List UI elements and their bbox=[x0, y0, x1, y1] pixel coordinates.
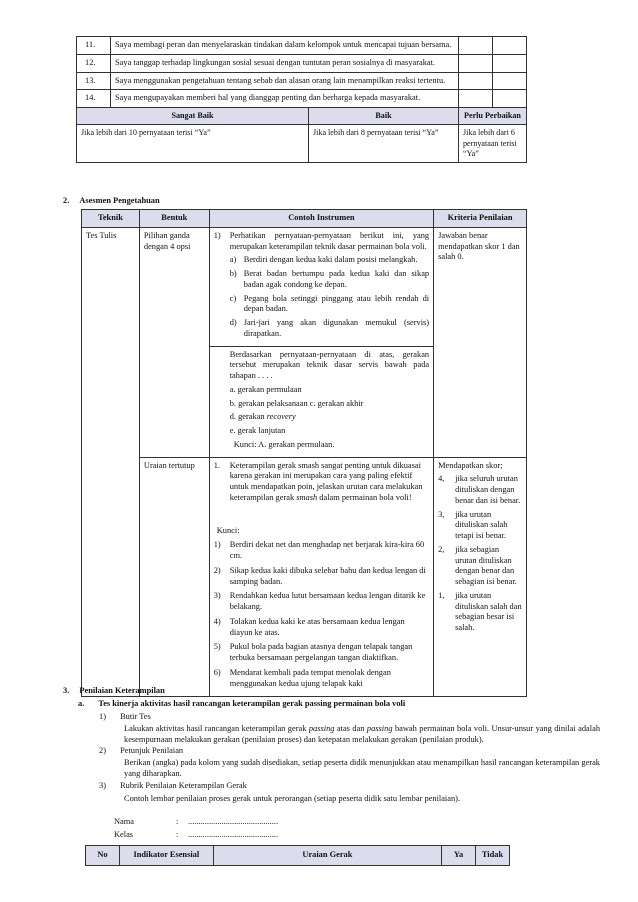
kunci-list bbox=[214, 540, 429, 689]
section-title: Asesmen Pengetahuan bbox=[79, 196, 160, 205]
petunjuk-text: Berikan (angka) pada kolom yang sudah disediakan, setiap peserta didik menunjukkan atau menampilkan hasil rancangan keterampilan gerak yang diharapkan. bbox=[124, 758, 600, 778]
criteria-sangat-baik-header: Sangat Baik bbox=[77, 108, 309, 125]
skor-list bbox=[438, 474, 522, 634]
rubrik-text: Contoh lembar penilaian proses gerak untuk perorangan (setiap peserta didik satu lembar penilaian). bbox=[124, 794, 461, 803]
section-2-heading bbox=[63, 196, 160, 207]
row-number: 11. bbox=[77, 37, 111, 55]
criteria-sangat-baik-value: Jika lebih dari 10 pernyataan terisi “Ya” bbox=[77, 125, 309, 163]
row-number: 14. bbox=[77, 90, 111, 108]
header-no: No bbox=[86, 846, 120, 866]
question-1-options bbox=[214, 255, 429, 339]
row-statement: Saya tanggap terhadap lingkungan sosial sesuai dengan tuntutan peran sosialnya di masyarakat. bbox=[111, 54, 459, 72]
question-1: 1) Perhatikan pernyataan-pernyataan berikut ini, yang merupakan keterampilan teknik dasar permainan bola voli. bbox=[213, 230, 430, 251]
asesmen-table bbox=[81, 209, 527, 697]
uraian-question-cell bbox=[209, 457, 433, 697]
header-teknik: Teknik bbox=[82, 210, 140, 228]
petunjuk-heading: 2) Petunjuk Penilaian bbox=[99, 746, 184, 755]
skor-label: Mendapatkan skor; bbox=[438, 460, 503, 470]
criteria-value-row bbox=[77, 125, 527, 163]
skor-item: 2, jika sebagian urutan dituliskan dengan benar dan sebagian isi benar. bbox=[438, 544, 517, 586]
option-item: a) Berdiri dengan kedua kaki dalam posisi melangkah. bbox=[229, 255, 418, 265]
skor-item: 1, jika urutan dituliskan salah dan sebagian besar isi salah. bbox=[438, 590, 522, 632]
question-2-cell bbox=[209, 346, 433, 457]
kunci-item: 1) Berdiri dekat net dan menghadap net berjarak kira-kira 60 cm. bbox=[213, 540, 425, 560]
tidak-checkbox-cell[interactable] bbox=[493, 37, 527, 55]
header-bentuk: Bentuk bbox=[139, 210, 209, 228]
kunci-item: 3) Rendahkan kedua lutut bersamaan kedua lengan ditarik ke belakang. bbox=[213, 591, 426, 611]
teknik-cell: Tes Tulis bbox=[82, 227, 140, 697]
ya-checkbox-cell[interactable] bbox=[459, 54, 493, 72]
ya-checkbox-cell[interactable] bbox=[459, 72, 493, 90]
criteria-header-row bbox=[77, 108, 527, 125]
row-number: 13. bbox=[77, 72, 111, 90]
section-3-heading: 3. Penilaian Keterampilan bbox=[63, 686, 165, 695]
kunci-item: 4) Tolakan kedua kaki ke atas bersamaan kedua lengan diayun ke atas. bbox=[213, 616, 405, 637]
rubrik-heading: 3) Rubrik Penilaian Keterampilan Gerak bbox=[99, 781, 247, 790]
sikap-row bbox=[77, 54, 527, 72]
header-uraian: Uraian Gerak bbox=[213, 846, 441, 866]
butir-tes-text: Lakukan aktivitas hasil rancangan keterampilan gerak passing atas dan passing bawah permainan bola voli. Unsur-unsur yang dinilai adalah kesempurnaan melakukan gerakan (penilaian proses) dan ketepatan melakukan gerakan (penilaian produk). bbox=[124, 724, 601, 744]
option-item: b) Berat badan bertumpu pada kedua kaki dan sikap badan agak condong ke depan. bbox=[229, 269, 430, 289]
header-ya: Ya bbox=[442, 846, 476, 866]
kriteria-cell: Jawaban benar mendapatkan skor 1 dan salah 0. bbox=[434, 227, 527, 457]
option-a: a. gerakan permulaan bbox=[229, 384, 302, 394]
sikap-row bbox=[77, 37, 527, 55]
option-d: d. gerakan recovery bbox=[229, 412, 296, 422]
skor-item: 3, jika urutan dituliskan salah tetapi isi benar. bbox=[438, 509, 508, 540]
header-contoh: Contoh Instrumen bbox=[209, 210, 433, 228]
sikap-row bbox=[77, 90, 527, 108]
subsection-a-heading: a. Tes kinerja aktivitas hasil rancangan keterampilan gerak passing permainan bola voli bbox=[78, 699, 406, 708]
kunci-item: 2) Sikap kedua kaki dibuka selebar bahu dan kedua lengan di samping badan. bbox=[213, 565, 426, 586]
kunci-item: 5) Pukul bola pada bagian atasnya dengan telapak tangan terbuka bersamaan pergelangan tangan diaktifkan. bbox=[213, 642, 413, 662]
sikap-table bbox=[76, 36, 527, 163]
tidak-checkbox-cell[interactable] bbox=[493, 72, 527, 90]
bentuk-uraian-cell: Uraian tertutup bbox=[139, 457, 209, 697]
header-kriteria: Kriteria Penilaian bbox=[434, 210, 527, 228]
option-b-c: b. gerakan pelaksanaan c. gerakan akhir bbox=[229, 398, 364, 408]
header-tidak: Tidak bbox=[475, 846, 509, 866]
rubrik-table bbox=[85, 845, 510, 866]
criteria-baik-header: Baik bbox=[309, 108, 459, 125]
bentuk-cell: Pilihan ganda dengan 4 opsi bbox=[139, 227, 209, 457]
skor-cell bbox=[434, 457, 527, 697]
row-statement: Saya mengupayakan memberi hal yang dianggap penting dan berharga kepada masyarakat. bbox=[111, 90, 459, 108]
sikap-row bbox=[77, 72, 527, 90]
option-e: e. gerak lanjutan bbox=[229, 426, 286, 435]
kunci-label: Kunci: bbox=[216, 525, 240, 535]
row-statement: Saya menggunakan pengetahuan tentang sebab dan alasan orang lain menampilkan reaksi tertentu. bbox=[111, 72, 459, 90]
option-item: d) Jari-jari yang akan digunakan memukul (servis) dirapatkan. bbox=[229, 318, 430, 338]
answer-key: Kunci: A. gerakan permulaan. bbox=[233, 439, 335, 449]
butir-tes-heading: 1) Butir Tes bbox=[99, 712, 151, 721]
skor-item: 4, jika seluruh urutan dituliskan dengan benar dan isi benar. bbox=[438, 474, 521, 505]
criteria-baik-value: Jika lebih dari 8 pernyataan terisi “Ya” bbox=[309, 125, 459, 163]
header-indikator: Indikator Esensial bbox=[119, 846, 213, 866]
nama-line: Nama : ........................................... bbox=[114, 817, 279, 826]
option-item: c) Pegang bola setinggi pinggang atau lebih rendah di depan badan. bbox=[229, 293, 430, 314]
uraian-question: 1. Keterampilan gerak smash sangat penting untuk dikuasai karena gerakan ini merupakan cara yang paling efektif untuk mendapatkan poin, jelaskan urutan cara melakukan keterampilan gerak smash dalam permainan bola voli! bbox=[213, 460, 423, 502]
kelas-line: Kelas : ........................................... bbox=[114, 830, 279, 839]
question-1-cell bbox=[209, 227, 433, 346]
ya-checkbox-cell[interactable] bbox=[459, 90, 493, 108]
row-statement: Saya membagi peran dan menyelaraskan tindakan dalam kelompok untuk mencapai tujuan bersama. bbox=[111, 37, 459, 55]
tidak-checkbox-cell[interactable] bbox=[493, 90, 527, 108]
criteria-perlu-perbaikan-value: Jika lebih dari 6 pernyataan terisi “Ya” bbox=[459, 125, 527, 163]
ya-checkbox-cell[interactable] bbox=[459, 37, 493, 55]
kunci-item: 6) Mendarat kembali pada tempat menolak dengan menggunakan kedua ujung telapak kaki bbox=[213, 667, 391, 688]
criteria-perlu-perbaikan-header: Perlu Perbaikan bbox=[459, 108, 527, 125]
row-number: 12. bbox=[77, 54, 111, 72]
question-2-text: Berdasarkan pernyataan-pernyataan di atas, gerakan tersebut merupakan teknik dasar servis bawah pada tahapan . . . . bbox=[229, 349, 430, 380]
section-number: 2. bbox=[63, 196, 70, 205]
tidak-checkbox-cell[interactable] bbox=[493, 54, 527, 72]
